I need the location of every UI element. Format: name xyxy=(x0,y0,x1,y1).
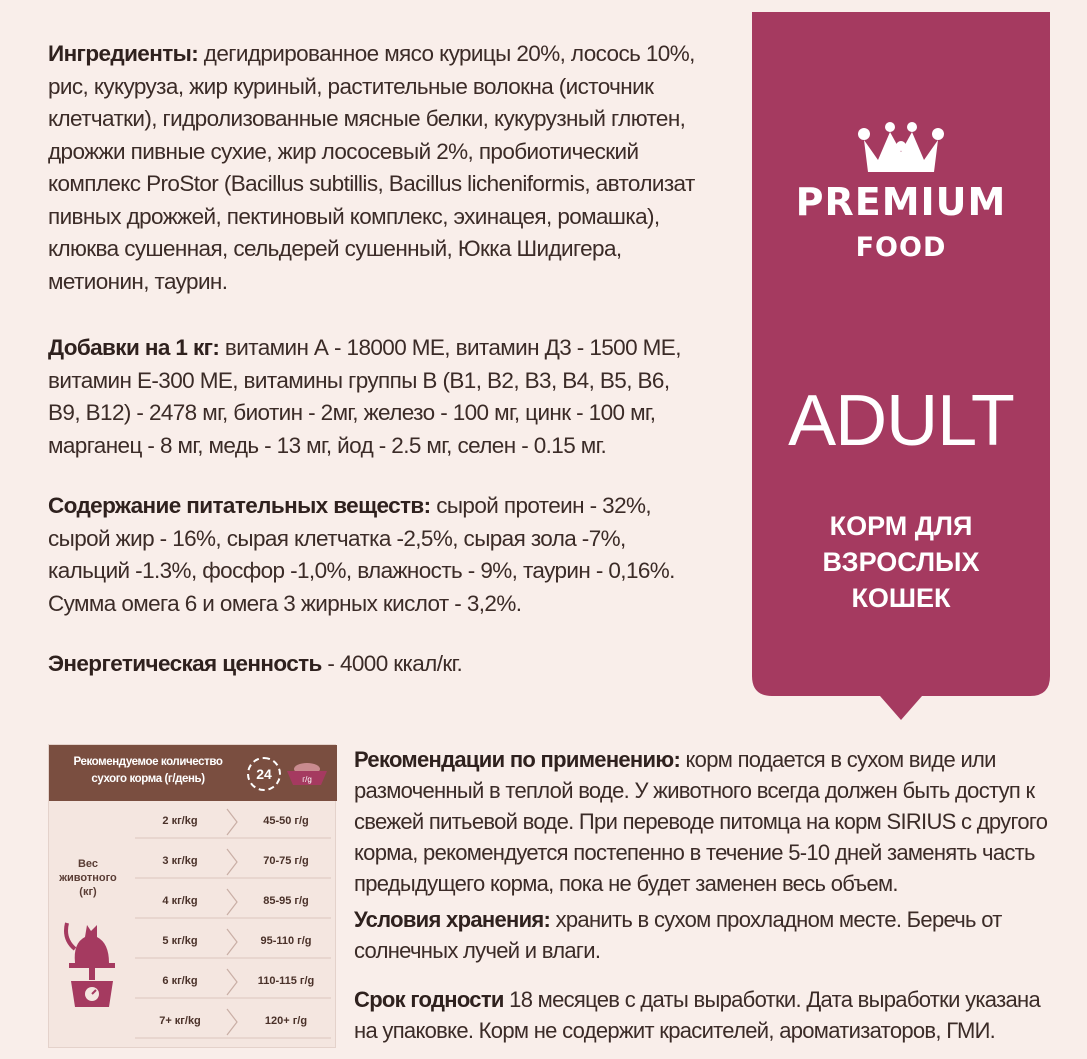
nutrients-paragraph xyxy=(48,490,703,620)
ingredients-label: Ингредиенты: xyxy=(48,41,199,66)
banner-desc-line: ВЗРОСЛЫХ xyxy=(822,547,980,577)
hours-badge: 24 xyxy=(247,757,281,791)
additives-label: Добавки на 1 кг: xyxy=(48,335,220,360)
banner-premium: PREMIUM xyxy=(795,180,1007,224)
row-amount: 45-50 г/g xyxy=(263,815,309,827)
shelf-life-label: Срок годности xyxy=(354,987,504,1012)
banner-adult-title: ADULT xyxy=(788,381,1014,461)
weight-label-line: Вес xyxy=(77,858,99,870)
feeding-row xyxy=(135,845,331,879)
feeding-row xyxy=(135,965,331,999)
row-weight: 6 кг/kg xyxy=(162,975,198,987)
bowl-icon xyxy=(285,759,329,787)
row-weight: 7+ кг/kg xyxy=(159,1015,201,1027)
nutrients-text: сырой протеин - 32%, сырой жир - 16%, сырая клетчатка -2,5%, сырая зола -7%, кальций -1.3%, фосфор -1,0%, влажность - 9%, таурин - 0,16%. Сумма омега 6 и омега 3 жирных кислот - 3,2%. xyxy=(48,493,675,616)
feeding-table xyxy=(48,744,336,1048)
shelf-life-paragraph xyxy=(354,984,1054,1046)
additives-paragraph xyxy=(48,332,703,462)
storage-paragraph xyxy=(354,904,1054,966)
banner-desc-line: КОРМ ДЛЯ xyxy=(829,511,973,541)
row-weight: 5 кг/kg xyxy=(162,935,198,947)
feeding-row xyxy=(135,1005,331,1039)
shelf-life-text: 18 месяцев с даты выработки. Дата выработки указана на упаковке. Корм не содержит красителей, ароматизаторов, ГМИ. xyxy=(354,987,1041,1043)
feeding-table-title: Рекомендуемое количество сухого корма (г/день) xyxy=(73,756,223,785)
feeding-table-header xyxy=(49,745,337,801)
ingredients-text: дегидрированное мясо курицы 20%, лосось 10%, рис, кукуруза, жир куриный, растительные волокна (источник клетчатки), гидролизованные мясные белки, кукурузный глютен, дрожжи пивные сухие, жир лососевый 2%, пробиотический комплекс ProStor (Bacillus subtillis, Bacillus licheniformis, автолизат пивных дрожжей, пектиновый комплекс, эхинацея, ромашка), клюква сушенная, сельдерей сушенный, Юкка Шидигера, метионин, таурин. xyxy=(48,41,695,294)
storage-text: хранить в сухом прохладном месте. Беречь от солнечных лучей и влаги. xyxy=(354,907,1002,963)
crown-icon xyxy=(856,120,946,176)
feeding-table-body xyxy=(49,801,337,1049)
banner-description xyxy=(752,508,1050,616)
bowl-unit: г/g xyxy=(302,775,312,784)
row-weight: 3 кг/kg xyxy=(162,855,198,867)
row-amount: 110-115 г/g xyxy=(257,975,315,987)
ingredients-paragraph xyxy=(48,38,703,298)
usage-paragraph xyxy=(354,744,1054,899)
weight-label-line: животного xyxy=(59,872,117,884)
banner-desc-line: КОШЕК xyxy=(851,583,951,613)
cat-on-scale-icon xyxy=(63,903,121,1013)
row-weight: 4 кг/kg xyxy=(162,895,198,907)
row-amount: 95-110 г/g xyxy=(260,935,312,947)
additives-text: витамин А - 18000 МЕ, витамин Д3 - 1500 МЕ, витамин Е-300 МЕ, витамины группы В (В1, В2, В3, В4, В5, В6, В9, В12) - 2478 мг, биотин - 2мг, железо - 100 мг, цинк - 100 мг, марганец - 8 мг, медь - 13 мг, йод - 2.5 мг, селен - 0.15 мг. xyxy=(48,335,681,458)
energy-text: - 4000 ккал/кг. xyxy=(321,651,463,676)
storage-label: Условия хранения: xyxy=(354,907,551,932)
banner-food: FOOD xyxy=(855,232,947,263)
feeding-row xyxy=(135,885,331,919)
feeding-row xyxy=(135,805,331,839)
usage-label: Рекомендации по применению: xyxy=(354,747,681,772)
feeding-row xyxy=(135,925,331,959)
row-amount: 70-75 г/g xyxy=(263,855,309,867)
row-amount: 85-95 г/g xyxy=(263,895,309,907)
nutrients-label: Содержание питательных веществ: xyxy=(48,493,431,518)
weight-label xyxy=(55,857,121,899)
premium-banner xyxy=(752,12,1050,720)
energy-paragraph xyxy=(48,648,703,681)
usage-text: корм подается в сухом виде или размоченный в теплой воде. У животного всегда должен быть доступ к свежей питьевой воде. При переводе питомца на корм SIRIUS с другого корма, рекомендуется постепенно в течение 5-10 дней заменять часть предыдущего корма, пока не будет заменен весь объем. xyxy=(354,747,1048,896)
row-amount: 120+ г/g xyxy=(264,1015,308,1027)
row-weight: 2 кг/kg xyxy=(162,815,198,827)
energy-label: Энергетическая ценность xyxy=(48,651,322,676)
weight-label-line: (кг) xyxy=(79,886,97,898)
